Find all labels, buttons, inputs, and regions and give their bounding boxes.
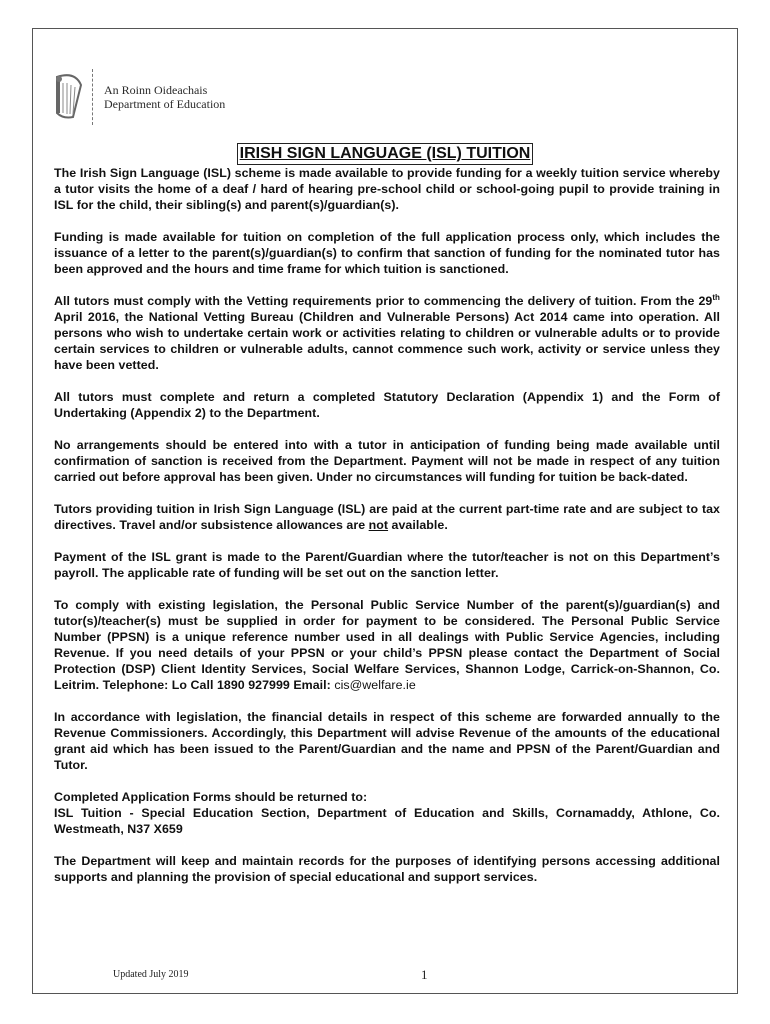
- paragraph-arrangements: No arrangements should be entered into with a tutor in anticipation of funding being made available until confirmation of sanction is received from the Department. Payment will not be made in respect of any tuition carried out before approval has been given. Under no circumstances will funding for tuition be back-dated.: [54, 438, 720, 484]
- page-number: 1: [421, 967, 428, 982]
- page-title: IRISH SIGN LANGUAGE (ISL) TUITION: [33, 129, 737, 166]
- harp-emblem-icon: [51, 73, 85, 121]
- updated-date: Updated July 2019: [113, 969, 189, 980]
- document-page: [32, 28, 738, 994]
- paragraph-tutor-rate: Tutors providing tuition in Irish Sign Language (ISL) are paid at the current part-time rate and are subject to tax directives. Travel and/or subsistence allowances are not available.: [54, 502, 720, 532]
- paragraph-vetting: All tutors must comply with the Vetting requirements prior to commencing the delivery of tuition. From the 29th April 2016, the National Vetting Bureau (Children and Vulnerable Persons) Act 2014 came into operation. All persons who wish to undertake certain work or activities relating to children or vulnerable adults or to provide certain services to children or vulnerable adults, cannot commence such work, activity or service unless they have been vetted.: [54, 292, 720, 372]
- paragraph-revenue: In accordance with legislation, the financial details in respect of this scheme are forwarded annually to the Revenue Commissioners. Accordingly, this Department will advise Revenue of the amounts of the educational grant aid which has been issued to the Parent/Guardian and the name and PPSN of the Parent/Guardian and Tutor.: [54, 710, 720, 772]
- logo-text: [104, 83, 225, 111]
- paragraph-scheme-intro: The Irish Sign Language (ISL) scheme is made available to provide funding for a weekly tuition service whereby a tutor visits the home of a deaf / hard of hearing pre-school child or school-going pupil to provide training in ISL for the child, their sibling(s) and parent(s)/guardian(s).: [54, 166, 720, 212]
- dept-name-english: Department of Education: [104, 97, 226, 111]
- body-text: [54, 165, 720, 901]
- department-logo: [51, 69, 271, 125]
- paragraph-ppsn: To comply with existing legislation, the Personal Public Service Number of the parent(s)/guardian(s) and tutor(s)/teacher(s) must be supplied in order for payment to be considered. The Personal Public Service Number (PPSN) is a unique reference number used in all dealings with Public Service Agencies, including Revenue. If you need details of your PPSN or your child’s PPSN please contact the Department of Social Protection (DSP) Client Identity Services, Social Welfare Services, Shannon Lodge, Carrick-on-Shannon, Co. Leitrim. Telephone: Lo Call 1890 927999 Email: cis@welfare.ie: [54, 598, 720, 692]
- logo-divider: [92, 69, 94, 125]
- paragraph-funding: Funding is made available for tuition on completion of the full application process only, which includes the issuance of a letter to the parent(s)/guardian(s) to confirm that sanction of funding for the nominated tutor has been approved and the hours and time frame for which tuition is sanctioned.: [54, 230, 720, 276]
- dept-name-irish: An Roinn Oideachais: [104, 83, 208, 97]
- email-link[interactable]: cis@welfare.ie: [334, 678, 416, 692]
- paragraph-payment: Payment of the ISL grant is made to the Parent/Guardian where the tutor/teacher is not on this Department’s payroll. The applicable rate of funding will be set out on the sanction letter.: [54, 550, 720, 580]
- paragraph-records: The Department will keep and maintain records for the purposes of identifying persons accessing additional supports and planning the provision of special educational and support services.: [54, 854, 720, 884]
- paragraph-return-address: Completed Application Forms should be returned to: ISL Tuition - Special Education Section, Department of Education and Skills, Cornamaddy, Athlone, Co. Westmeath, N37 X659: [54, 790, 720, 836]
- paragraph-declaration: All tutors must complete and return a completed Statutory Declaration (Appendix 1) and the Form of Undertaking (Appendix 2) to the Department.: [54, 390, 720, 420]
